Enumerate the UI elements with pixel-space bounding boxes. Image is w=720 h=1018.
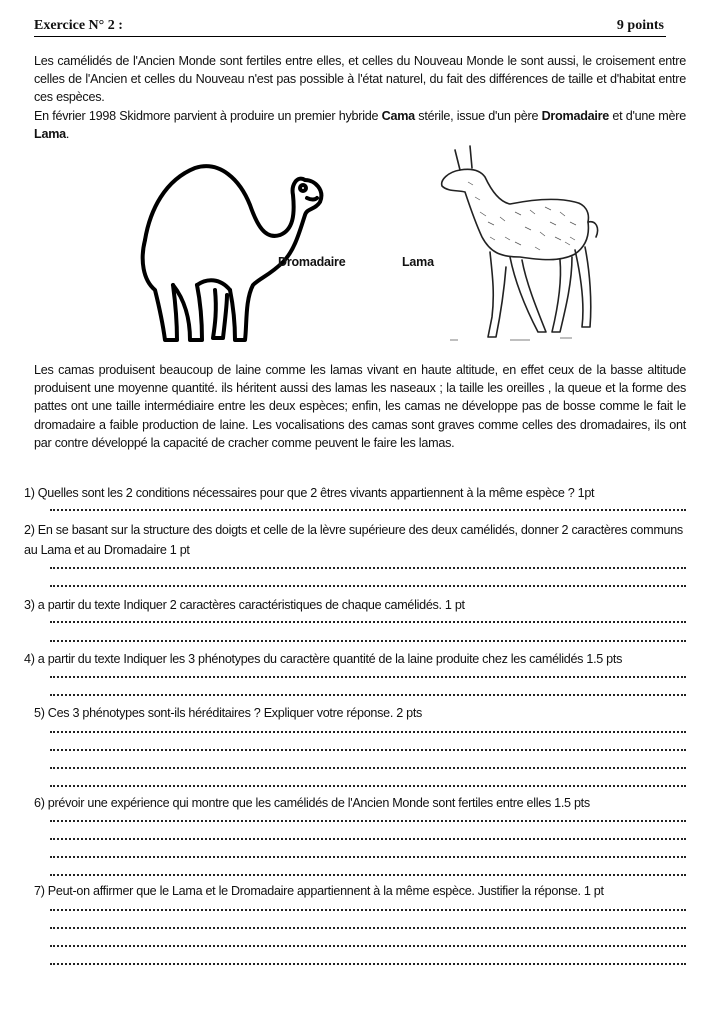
intro-text-segment: et d'une mère bbox=[609, 108, 686, 123]
exercise-title: Exercice N° 2 : bbox=[34, 18, 123, 33]
question-5: 5) Ces 3 phénotypes sont-ils héréditaires ? Expliquer votre réponse. 2 pts bbox=[34, 706, 423, 720]
question-7: 7) Peut-on affirmer que le Lama et le Dromadaire appartiennent à la même espèce. Justifier la réponse. 1 pt bbox=[34, 884, 604, 898]
question-1: 1) Quelles sont les 2 conditions nécessaires pour que 2 êtres vivants appartiennent à la même espèce ? 1pt bbox=[24, 486, 595, 500]
question-6: 6) prévoir une expérience qui montre que les camélidés de l'Ancien Monde sont fertiles entre elles 1.5 pts bbox=[34, 796, 590, 810]
answer-line[interactable] bbox=[50, 941, 686, 947]
answer-line[interactable] bbox=[50, 581, 686, 587]
question-2: 2) En se basant sur la structure des doigts et celle de la lèvre supérieure des deux camélidés, donner 2 caractères communs au Lama et au Dromadaire 1 pt bbox=[24, 523, 683, 557]
answer-line[interactable] bbox=[50, 690, 686, 696]
intro-paragraph bbox=[34, 52, 686, 143]
intro-text-segment: En février 1998 Skidmore parvient à produire un premier hybride bbox=[34, 108, 382, 123]
answer-line[interactable] bbox=[50, 870, 686, 876]
answer-line[interactable] bbox=[50, 727, 686, 733]
keyword-dromadaire: Dromadaire bbox=[541, 108, 610, 123]
label-dromadaire: Dromadaire bbox=[278, 255, 346, 269]
answer-line[interactable] bbox=[50, 745, 686, 751]
answer-line[interactable] bbox=[50, 505, 686, 511]
intro-text-1: Les camélidés de l'Ancien Monde sont fertiles entre elles, et celles du Nouveau Monde le sont aussi, le croisement entre celles de l'Ancien et celles du Nouveau n'est pas possible à l'état naturel, du fait des différences de taille et d'habitat entre ces espèces. bbox=[34, 54, 686, 105]
question-4: 4) a partir du texte Indiquer les 3 phénotypes du caractère quantité de la laine produite chez les camélidés 1.5 pts bbox=[24, 652, 623, 666]
keyword-lama: Lama bbox=[34, 126, 66, 141]
label-lama: Lama bbox=[402, 255, 434, 269]
intro-text-segment: stérile, issue d'un père bbox=[414, 108, 542, 123]
answer-line[interactable] bbox=[50, 852, 686, 858]
camelids-figure bbox=[130, 140, 600, 350]
answer-line[interactable] bbox=[50, 834, 686, 840]
answer-line[interactable] bbox=[50, 816, 686, 822]
llama-illustration bbox=[430, 142, 610, 348]
exercise-header bbox=[34, 16, 666, 37]
question-3: 3) a partir du texte Indiquer 2 caractères caractéristiques de chaque camélidés. 1 pt bbox=[24, 598, 465, 612]
keyword-cama: Cama bbox=[381, 108, 415, 123]
text-paragraph-2: Les camas produisent beaucoup de laine comme les lamas vivant en haute altitude, en effet ceux de la basse altitude produisent une moyenne quantité. ils héritent aussi des lamas les naseaux ; la taille les oreilles , la queue et la forme des pattes ont une taille intermédiaire entre les deux espèces; enfin, les camas ne développe pas de bosse comme le fait le dromadaire a faible production de laine. Les vocalisations des camas sont graves comme celles des dromadaires, ils ont par contre développé la capacité de cracher comme peuvent le faire les lamas. bbox=[34, 363, 686, 450]
answer-line[interactable] bbox=[50, 563, 686, 569]
answer-line[interactable] bbox=[50, 923, 686, 929]
dromedary-illustration bbox=[135, 150, 335, 350]
intro-text-2 bbox=[34, 107, 686, 143]
answer-line[interactable] bbox=[50, 636, 686, 642]
answer-line[interactable] bbox=[50, 959, 686, 965]
answer-line[interactable] bbox=[50, 617, 686, 623]
answer-line[interactable] bbox=[50, 763, 686, 769]
answer-line[interactable] bbox=[50, 781, 686, 787]
exercise-points: 9 points bbox=[616, 18, 664, 33]
answer-line[interactable] bbox=[50, 672, 686, 678]
answer-line[interactable] bbox=[50, 905, 686, 911]
intro-text-segment: . bbox=[65, 126, 70, 141]
